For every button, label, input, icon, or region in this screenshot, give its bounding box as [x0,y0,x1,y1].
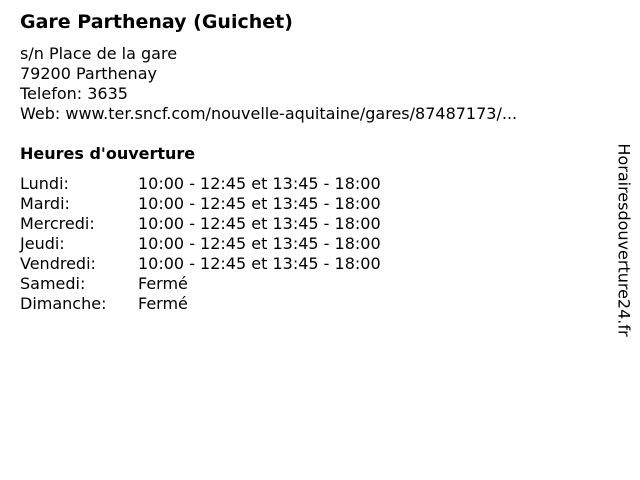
hours-row-sunday [20,294,381,314]
address-block [20,44,517,124]
hours-day: Mercredi: [20,214,95,233]
hours-row-tuesday [20,194,381,214]
hours-time: 10:00 - 12:45 et 13:45 - 18:00 [138,174,381,193]
hours-row-monday [20,174,381,194]
hours-time: Fermé [138,294,188,313]
site-brand-text: Horairesdouverture24.fr [615,143,635,337]
hours-day: Dimanche: [20,294,107,313]
hours-day: Lundi: [20,174,69,193]
website-link[interactable]: Web: www.ter.sncf.com/nouvelle-aquitaine/gares/87487173/... [20,104,518,123]
hours-time: 10:00 - 12:45 et 13:45 - 18:00 [138,254,381,273]
hours-day: Mardi: [20,194,70,213]
page-title: Gare Parthenay (Guichet) [20,11,293,33]
hours-row-wednesday [20,214,381,234]
opening-hours-table [20,174,381,314]
hours-day: Vendredi: [20,254,96,273]
opening-hours-heading: Heures d'ouverture [20,144,196,163]
site-brand-watermark [612,134,636,346]
hours-row-thursday [20,234,381,254]
hours-day: Samedi: [20,274,86,293]
hours-row-saturday [20,274,381,294]
hours-time: 10:00 - 12:45 et 13:45 - 18:00 [138,234,381,253]
address-city: 79200 Parthenay [20,64,157,83]
hours-day: Jeudi: [20,234,65,253]
hours-time: 10:00 - 12:45 et 13:45 - 18:00 [138,214,381,233]
hours-row-friday [20,254,381,274]
phone-number: Telefon: 3635 [20,84,128,103]
hours-time: 10:00 - 12:45 et 13:45 - 18:00 [138,194,381,213]
address-street: s/n Place de la gare [20,44,178,63]
hours-time: Fermé [138,274,188,293]
